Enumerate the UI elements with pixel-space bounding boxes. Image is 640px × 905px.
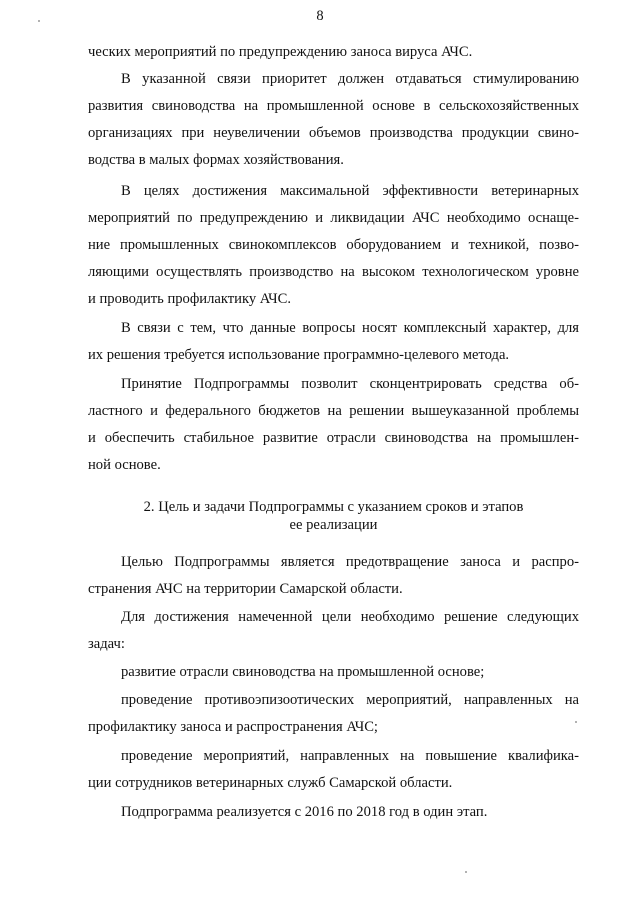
text-line: мероприятий по предупреждению и ликвидации АЧС необходимо оснаще- [88,210,579,226]
page-number: 8 [316,8,324,24]
section-heading-continued: ее реализации [289,517,378,533]
text-line: и проводить профилактику АЧС. [88,291,291,307]
paragraph-first-line: Для достижения намеченной цели необходимо решение следующих [121,609,579,625]
text-line: странения АЧС на территории Самарской области. [88,581,403,597]
paragraph-first-line: Целью Подпрограммы является предотвращение заноса и распро- [121,554,579,570]
scan-speck [575,721,577,723]
paragraph-first-line: В связи с тем, что данные вопросы носят комплексный характер, для [121,320,579,336]
text-line: ческих мероприятий по предупреждению заноса вируса АЧС. [88,44,473,60]
text-line: и обеспечить стабильное развитие отрасли свиноводства на промышлен- [88,430,579,446]
text-line: задач: [88,636,125,652]
paragraph-first-line: Принятие Подпрограммы позволит сконцентрировать средства об- [121,376,579,392]
text-line: ной основе. [88,457,161,473]
text-line: ции сотрудников ветеринарных служб Самарской области. [88,775,453,791]
paragraph-first-line: В целях достижения максимальной эффективности ветеринарных [121,183,579,199]
text-line: их решения требуется использование программно-целевого метода. [88,347,510,363]
list-item: проведение противоэпизоотических мероприятий, направленных на [121,692,579,708]
closing-paragraph: Подпрограмма реализуется с 2016 по 2018 год в один этап. [121,804,488,820]
text-line: ляющими осуществлять производство на высоком технологическом уровне [88,264,579,280]
text-line: профилактику заноса и распространения АЧС; [88,719,378,735]
list-item: проведение мероприятий, направленных на повышение квалифика- [121,748,579,764]
scan-speck [465,871,467,873]
paragraph-first-line: В указанной связи приоритет должен отдаваться стимулированию [121,71,579,87]
scan-speck [38,20,40,22]
text-line: ние промышленных свинокомплексов оборудованием и техникой, позво- [88,237,579,253]
text-line: ластного и федерального бюджетов на решении вышеуказанной проблемы [88,403,579,419]
text-line: развития свиноводства на промышленной основе в сельскохозяйственных [88,98,579,114]
text-line: водства в малых формах хозяйствования. [88,152,344,168]
section-heading: 2. Цель и задачи Подпрограммы с указанием сроков и этапов [143,499,524,515]
list-item: развитие отрасли свиноводства на промышленной основе; [121,664,485,680]
text-line: организациях при неувеличении объемов производства продукции свино- [88,125,579,141]
